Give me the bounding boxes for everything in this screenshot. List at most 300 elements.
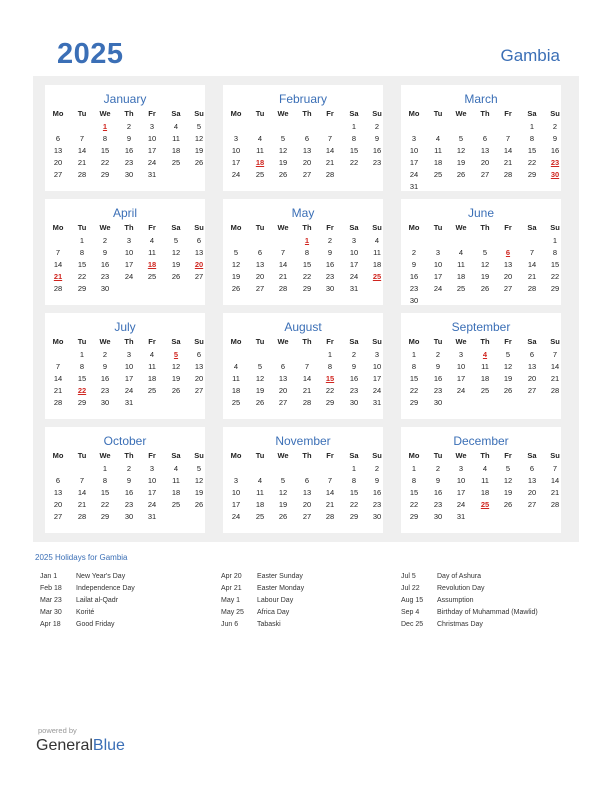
day-cell: 19 [171,260,181,269]
weekday-header: Mo [408,451,420,460]
day-cell: 2 [126,464,132,473]
day-cell: 19 [503,488,513,497]
day-cell: 23 [349,386,359,395]
weekday-header: Su [550,337,560,346]
holiday-name: Assumption [437,597,474,604]
month-title: November [275,434,331,448]
day-cell: 20 [194,374,204,383]
day-cell: 8 [304,248,310,257]
day-cell: 3 [126,236,132,245]
day-cell: 3 [458,464,464,473]
day-cell: 17 [456,374,466,383]
day-cell: 4 [374,236,380,245]
holiday-name: Day of Ashura [437,573,481,580]
day-cell: 23 [100,272,110,281]
weekday-header: Sa [527,109,537,118]
day-cell: 9 [374,476,380,485]
weekday-header: Sa [527,337,537,346]
day-cell: 26 [456,170,466,179]
weekday-header: Mo [408,337,420,346]
day-cell: 15 [100,146,110,155]
holiday-day-cell: 4 [482,350,488,359]
country-title: Gambia [500,46,560,65]
month-title: April [112,206,137,220]
day-cell: 31 [147,512,157,521]
day-cell: 16 [550,146,560,155]
day-cell: 13 [527,476,537,485]
day-cell: 22 [409,500,419,509]
weekday-header: Tu [255,451,265,460]
day-cell: 27 [480,170,490,179]
day-cell: 22 [349,500,359,509]
holidays-title: 2025 Holidays for Gambia [35,553,128,562]
day-cell: 25 [171,158,181,167]
day-cell: 9 [435,362,441,371]
day-cell: 29 [302,284,312,293]
day-cell: 21 [550,488,560,497]
weekday-header: Mo [52,337,64,346]
day-cell: 13 [480,146,490,155]
day-cell: 21 [77,158,87,167]
day-cell: 24 [433,284,443,293]
day-cell: 7 [552,464,558,473]
holiday-name: Good Friday [76,621,115,628]
day-cell: 2 [327,236,333,245]
day-cell: 13 [527,362,537,371]
day-cell: 31 [124,398,134,407]
day-cell: 20 [302,158,312,167]
holiday-day-cell: 30 [550,170,560,179]
day-cell: 3 [411,134,417,143]
day-cell: 26 [480,284,490,293]
day-cell: 25 [255,170,265,179]
weekday-header: Th [124,223,134,232]
day-cell: 23 [100,386,110,395]
weekday-header: Fr [148,223,156,232]
day-cell: 1 [79,236,85,245]
holiday-day-cell: 6 [505,248,511,257]
day-cell: 28 [527,284,537,293]
day-cell: 11 [148,362,156,371]
day-cell: 23 [433,500,443,509]
weekday-header: Th [480,223,490,232]
day-cell: 9 [552,134,558,143]
day-cell: 9 [126,476,132,485]
holiday-day-cell: 15 [325,374,335,383]
day-cell: 29 [409,398,419,407]
day-cell: 21 [278,272,288,281]
day-cell: 24 [456,500,466,509]
day-cell: 24 [372,386,382,395]
day-cell: 25 [255,512,265,521]
day-cell: 14 [325,146,335,155]
day-cell: 12 [503,362,513,371]
day-cell: 23 [433,386,443,395]
day-cell: 24 [409,170,419,179]
weekday-header: Tu [77,337,87,346]
day-cell: 21 [302,386,312,395]
weekday-header: We [99,451,111,460]
day-cell: 14 [503,146,513,155]
day-cell: 10 [409,146,419,155]
holiday-date: Jan 1 [40,573,58,580]
holiday-day-cell: 22 [77,386,87,395]
day-cell: 29 [77,284,87,293]
day-cell: 9 [351,362,357,371]
day-cell: 20 [255,272,265,281]
day-cell: 24 [147,158,157,167]
weekday-header: Mo [230,109,242,118]
day-cell: 15 [409,374,419,383]
day-cell: 9 [126,134,132,143]
day-cell: 16 [100,260,110,269]
day-cell: 22 [302,272,312,281]
day-cell: 5 [257,362,263,371]
weekday-header: Mo [230,337,242,346]
day-cell: 12 [456,146,466,155]
day-cell: 26 [278,512,288,521]
day-cell: 17 [349,260,359,269]
day-cell: 21 [503,158,513,167]
day-cell: 20 [278,386,288,395]
day-cell: 16 [433,374,443,383]
day-cell: 19 [456,158,466,167]
weekday-header: Mo [230,223,242,232]
day-cell: 20 [527,374,537,383]
day-cell: 27 [527,386,537,395]
day-cell: 10 [147,134,157,143]
day-cell: 19 [171,374,181,383]
weekday-header: Fr [504,223,512,232]
holiday-day-cell: 23 [550,158,560,167]
holiday-date: Feb 18 [40,585,62,592]
brand-general: General [36,737,93,754]
weekday-header: Tu [77,223,87,232]
day-cell: 23 [372,158,382,167]
day-cell: 30 [433,398,443,407]
day-cell: 7 [280,248,286,257]
day-cell: 18 [171,488,181,497]
powered-by-text: powered by [38,726,77,735]
day-cell: 17 [147,488,157,497]
day-cell: 2 [374,122,380,131]
day-cell: 10 [456,476,466,485]
day-cell: 26 [255,398,265,407]
day-cell: 12 [480,260,490,269]
day-cell: 29 [349,512,359,521]
day-cell: 8 [529,134,535,143]
day-cell: 14 [77,488,87,497]
day-cell: 13 [53,488,63,497]
day-cell: 30 [124,170,134,179]
month-august [223,313,383,419]
day-cell: 11 [172,134,180,143]
month-june [401,199,561,305]
day-cell: 13 [302,488,312,497]
holiday-name: Christmas Day [437,621,483,628]
day-cell: 24 [231,512,241,521]
weekday-header: Su [194,451,204,460]
day-cell: 15 [550,260,560,269]
holiday-date: Dec 25 [401,621,424,628]
day-cell: 6 [482,134,488,143]
weekday-header: Tu [433,451,443,460]
holiday-name: Tabaski [257,621,281,628]
day-cell: 17 [231,500,241,509]
holiday-day-cell: 25 [372,272,382,281]
holiday-day-cell: 25 [480,500,490,509]
holiday-day-cell: 5 [173,350,179,359]
day-cell: 8 [327,362,333,371]
day-cell: 1 [411,464,417,473]
day-cell: 28 [550,386,560,395]
day-cell: 30 [100,284,110,293]
day-cell: 5 [233,248,239,257]
weekday-header: Sa [527,223,537,232]
month-title: June [467,206,495,220]
month-march [401,85,561,191]
day-cell: 10 [124,248,134,257]
day-cell: 1 [529,122,535,131]
day-cell: 27 [302,512,312,521]
day-cell: 11 [434,146,442,155]
day-cell: 26 [194,158,204,167]
day-cell: 7 [79,476,85,485]
day-cell: 10 [231,488,241,497]
day-cell: 13 [255,260,265,269]
weekday-header: We [99,109,111,118]
day-cell: 23 [124,158,134,167]
day-cell: 16 [325,260,335,269]
month-title: August [284,320,322,334]
day-cell: 11 [172,476,180,485]
month-title: July [114,320,136,334]
day-cell: 27 [278,398,288,407]
day-cell: 30 [325,284,335,293]
day-cell: 19 [278,500,288,509]
month-may [223,199,383,305]
holiday-day-cell: 18 [255,158,265,167]
day-cell: 10 [147,476,157,485]
day-cell: 25 [456,284,466,293]
day-cell: 6 [529,464,535,473]
weekday-header: Th [124,109,134,118]
day-cell: 7 [327,134,333,143]
day-cell: 23 [325,272,335,281]
weekday-header: Su [194,109,204,118]
day-cell: 4 [149,236,155,245]
day-cell: 18 [147,374,157,383]
day-cell: 8 [411,476,417,485]
weekday-header: Su [372,109,382,118]
day-cell: 31 [456,512,466,521]
day-cell: 7 [505,134,511,143]
day-cell: 2 [411,248,417,257]
day-cell: 12 [194,134,204,143]
weekday-header: Sa [171,451,181,460]
day-cell: 5 [196,464,202,473]
day-cell: 7 [55,248,61,257]
weekday-header: Th [302,223,312,232]
holiday-date: Jul 22 [401,585,420,592]
month-december [401,427,561,533]
day-cell: 18 [171,146,181,155]
day-cell: 28 [278,284,288,293]
day-cell: 30 [100,398,110,407]
day-cell: 5 [505,464,511,473]
day-cell: 12 [171,362,181,371]
day-cell: 7 [55,362,61,371]
day-cell: 30 [124,512,134,521]
weekday-header: Su [194,337,204,346]
day-cell: 22 [100,500,110,509]
day-cell: 22 [77,272,87,281]
day-cell: 14 [53,260,63,269]
day-cell: 25 [171,500,181,509]
weekday-header: Su [550,451,560,460]
weekday-header: Th [124,337,134,346]
day-cell: 14 [527,260,537,269]
holiday-name: Lailat al-Qadr [76,597,119,604]
day-cell: 17 [124,374,134,383]
day-cell: 8 [351,476,357,485]
weekday-header: Mo [408,109,420,118]
day-cell: 6 [304,476,310,485]
day-cell: 18 [231,386,241,395]
weekday-header: We [455,109,467,118]
day-cell: 16 [100,374,110,383]
day-cell: 3 [233,134,239,143]
day-cell: 24 [147,500,157,509]
weekday-header: Tu [433,337,443,346]
day-cell: 21 [325,158,335,167]
weekday-header: Tu [433,109,443,118]
weekday-header: We [455,223,467,232]
weekday-header: Sa [171,223,181,232]
day-cell: 17 [372,374,382,383]
day-cell: 12 [255,374,265,383]
day-cell: 10 [456,362,466,371]
day-cell: 22 [550,272,560,281]
holiday-name: Labour Day [257,597,294,604]
day-cell: 14 [77,146,87,155]
day-cell: 15 [409,488,419,497]
day-cell: 28 [325,512,335,521]
month-title: February [278,92,328,106]
weekday-header: Tu [255,109,265,118]
day-cell: 25 [231,398,241,407]
weekday-header: Tu [77,109,87,118]
day-cell: 27 [53,170,63,179]
month-february [223,85,383,191]
weekday-header: Th [480,109,490,118]
day-cell: 24 [456,386,466,395]
day-cell: 1 [79,350,85,359]
holiday-day-cell: 1 [304,236,310,245]
day-cell: 31 [349,284,359,293]
day-cell: 21 [527,272,537,281]
day-cell: 30 [433,512,443,521]
day-cell: 28 [77,170,87,179]
day-cell: 16 [372,146,382,155]
day-cell: 1 [327,350,333,359]
day-cell: 11 [148,248,156,257]
day-cell: 20 [302,500,312,509]
holiday-name: New Year's Day [76,573,126,580]
day-cell: 8 [552,248,558,257]
day-cell: 23 [409,284,419,293]
weekday-header: Su [194,223,204,232]
day-cell: 17 [409,158,419,167]
day-cell: 9 [411,260,417,269]
day-cell: 22 [100,158,110,167]
day-cell: 18 [480,374,490,383]
month-title: May [291,206,315,220]
weekday-header: Mo [52,109,64,118]
day-cell: 24 [124,272,134,281]
day-cell: 22 [325,386,335,395]
day-cell: 22 [527,158,537,167]
day-cell: 4 [482,464,488,473]
day-cell: 26 [171,386,181,395]
day-cell: 29 [100,170,110,179]
day-cell: 29 [550,284,560,293]
holiday-name: Independence Day [76,585,135,592]
weekday-header: We [277,451,289,460]
weekday-header: Sa [349,109,359,118]
day-cell: 15 [349,488,359,497]
day-cell: 11 [232,374,240,383]
day-cell: 12 [503,476,513,485]
day-cell: 27 [503,284,513,293]
day-cell: 18 [456,272,466,281]
day-cell: 18 [255,500,265,509]
day-cell: 14 [550,362,560,371]
day-cell: 13 [503,260,513,269]
day-cell: 6 [55,134,61,143]
holiday-name: Easter Monday [257,585,305,592]
day-cell: 8 [102,476,108,485]
weekday-header: Fr [148,337,156,346]
day-cell: 21 [77,500,87,509]
day-cell: 12 [278,488,288,497]
brand-logo[interactable] [36,737,125,755]
day-cell: 7 [327,476,333,485]
day-cell: 4 [458,248,464,257]
weekday-header: We [277,223,289,232]
day-cell: 5 [280,476,286,485]
holiday-date: Apr 20 [221,573,242,580]
weekday-header: Fr [326,337,334,346]
holiday-day-cell: 1 [102,122,108,131]
weekday-header: Th [302,109,312,118]
day-cell: 15 [527,146,537,155]
day-cell: 2 [102,350,108,359]
weekday-header: Th [124,451,134,460]
day-cell: 4 [173,464,179,473]
day-cell: 4 [233,362,239,371]
weekday-header: Fr [504,109,512,118]
day-cell: 3 [233,476,239,485]
holiday-day-cell: 20 [194,260,204,269]
day-cell: 13 [194,248,204,257]
day-cell: 10 [231,146,241,155]
month-april [45,199,205,305]
weekday-header: We [455,451,467,460]
weekday-header: We [99,337,111,346]
day-cell: 6 [529,350,535,359]
day-cell: 6 [55,476,61,485]
